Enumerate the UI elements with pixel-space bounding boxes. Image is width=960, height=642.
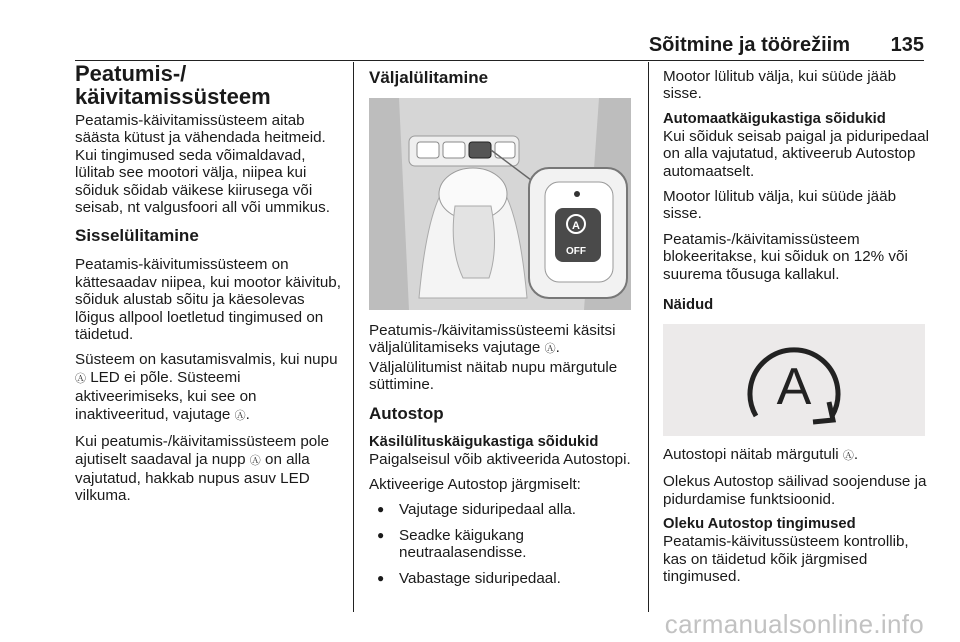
off-label: OFF	[566, 246, 586, 257]
console-figure	[369, 98, 631, 310]
list-item: ● Vajutage siduripedaal alla.	[369, 501, 633, 518]
deactivate-text: Peatumis-/käivitamissüsteemi käsitsi väljalülitamiseks vajutage Ⓐ. Väljalülitumist näitab nupu märgutule süttimine.	[369, 322, 618, 394]
slope-text: Peatamis-/käivitamissüsteem blokeeritakse, kui sõiduk on 12% või suurema tõusuga kallakul.	[663, 230, 908, 283]
functions-text: Olekus Autostop säilivad soojenduse ja pidurdamise funktsioonid.	[663, 473, 927, 508]
autostop-indicator-icon	[663, 324, 925, 436]
stop-start-button-icon: Ⓐ	[544, 343, 556, 356]
list-item: ● Seadke käigukang neutraalasendisse.	[369, 527, 633, 562]
indicator-text: Autostopi näitab märgutuli Ⓐ.	[663, 446, 859, 464]
list-item: ● Vabastage siduripedaal.	[369, 570, 633, 587]
chapter-title: Sõitmine ja töörežiim	[648, 34, 850, 56]
automatic-gearbox-heading: Automaatkäigukastiga sõidukid	[663, 110, 886, 127]
column-3	[663, 62, 933, 594]
autostop-icon: Ⓐ	[842, 450, 854, 463]
column-1	[75, 62, 347, 513]
page-header	[0, 0, 960, 62]
svg-text:A: A	[572, 220, 580, 232]
manual-gearbox-heading: Käsilülituskäigukastiga sõidukid	[369, 433, 599, 450]
column-divider	[648, 62, 649, 612]
header-rule	[75, 60, 924, 61]
autostop-indicator-figure	[663, 324, 925, 436]
console-illustration	[369, 98, 631, 310]
automatic-text: Kui sõiduk seisab paigal ja piduripedaal on alla vajutatud, aktiveerub Autostop automaatselt.	[663, 127, 929, 180]
activation-steps	[369, 501, 633, 587]
stop-start-button-icon: Ⓐ	[234, 409, 246, 422]
stop-start-button-icon: Ⓐ	[75, 372, 86, 385]
conditions-text: Peatamis-käivitussüsteem kontrollib, kas on täidetud kõik järgmised tingimused.	[663, 533, 909, 586]
activation-text: Peatamis-käivitumissüsteem on kättesaadav niipea, kui mootor käivitub, sõiduk alustab sõitu ja käesolevas lõigus allpool loetletud tingimused on täidetud.	[75, 256, 341, 344]
engine-off-text: Mootor lülitub välja, kui süüde jääb sisse.	[663, 188, 897, 223]
column-2	[369, 62, 633, 595]
autostop-heading: Autostop	[369, 403, 444, 423]
section-heading: Peatumis-/ käivitamissüsteem	[75, 61, 271, 109]
page-number: 135	[890, 34, 924, 56]
conditions-heading: Oleku Autostop tingimused	[663, 516, 856, 533]
unavailable-text: Kui peatumis-/käivitamissüsteem pole ajutiselt saadaval ja nupp Ⓐ on alla vajutatud, hakkab nupus asuv LED vilkuma.	[75, 433, 330, 505]
intro-text: Peatamis-käivitamissüsteem aitab säästa kütust ja vähendada heitmeid. Kui tingimused seda võimaldavad, lülitab see mootori välja, niipea kui sõiduk sõidab väikese kiirusega või seisab, nt valgusfoori all või ummikus.	[75, 112, 330, 217]
autostop-letter: A	[776, 358, 812, 417]
examples-heading: Näidud	[663, 297, 714, 314]
stop-start-button-icon: Ⓐ	[249, 454, 261, 467]
activate-steps-intro: Aktiveerige Autostop järgmiselt:	[369, 476, 581, 494]
standstill-text: Paigalseisul võib aktiveerida Autostopi.	[369, 450, 631, 468]
watermark: carmanualsonline.info	[664, 609, 924, 639]
ready-text: Süsteem on kasutamisvalmis, kui nupu Ⓐ LED ei põle. Süsteemi aktiveerimiseks, kui see on inaktiveeritud, vajutage Ⓐ.	[75, 351, 338, 423]
column-divider	[353, 62, 354, 612]
sub-heading-activation: Sisselülitamine	[75, 226, 199, 246]
engine-off-text: Mootor lülitub välja, kui süüde jääb sisse.	[663, 68, 897, 103]
deactivation-heading: Väljalülitamine	[369, 68, 489, 87]
